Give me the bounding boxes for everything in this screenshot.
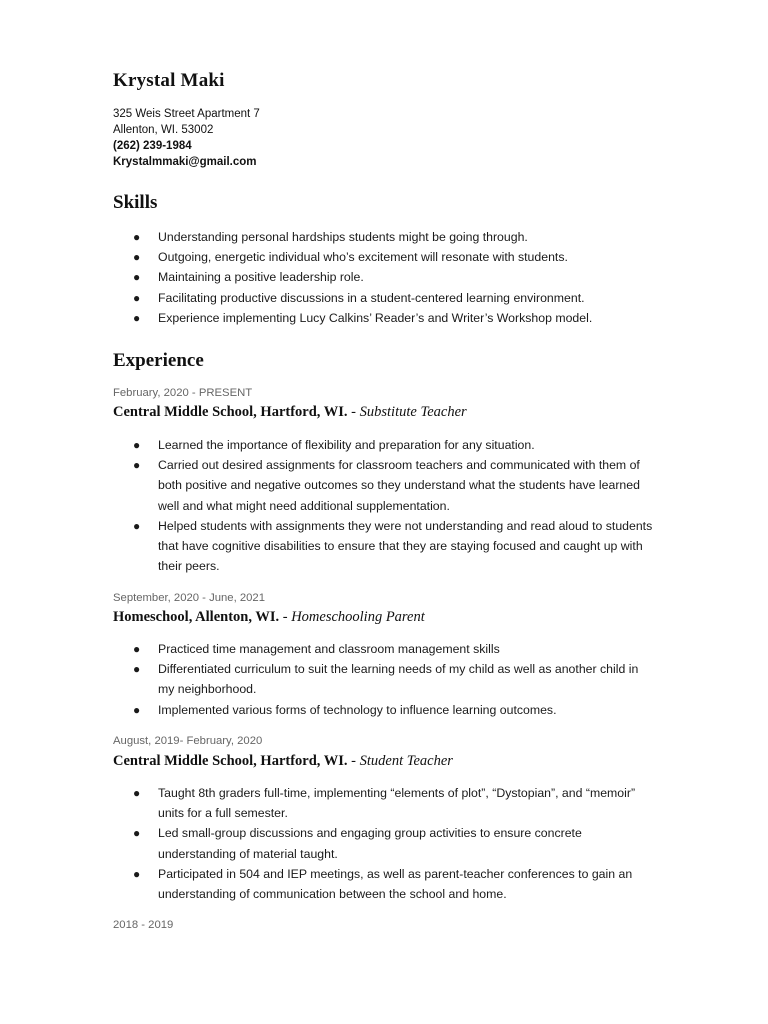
job-bullet: ● Taught 8th graders full-time, implementing “elements of plot”, “Dystopian”, and “memoir” units for a full semester. [113, 783, 658, 823]
job-heading: Central Middle School, Hartford, WI. - Substitute Teacher [113, 404, 467, 420]
skill-item: ● Maintaining a positive leadership role. [113, 267, 658, 287]
skill-item: ● Outgoing, energetic individual who’s excitement will resonate with students. [113, 247, 658, 267]
resume-name: Krystal Maki [113, 70, 225, 91]
address-line-1: 325 Weis Street Apartment 7 [113, 108, 260, 120]
bullet-icon: ● [133, 702, 141, 717]
bullet-icon: ● [133, 290, 141, 305]
job-bullets [113, 783, 658, 904]
bullet-icon: ● [133, 866, 141, 881]
job-title: Substitute Teacher [359, 404, 467, 420]
job-bullet: ● Differentiated curriculum to suit the learning needs of my child as well as another child in my neighborhood. [113, 659, 658, 699]
job-heading: Homeschool, Allenton, WI. - Homeschooling Parent [113, 609, 425, 625]
bullet-icon: ● [133, 230, 141, 244]
job-bullets [113, 435, 658, 576]
skill-item: ● Understanding personal hardships students might be going through. [113, 227, 658, 247]
skills-heading: Skills [113, 192, 158, 213]
job-date: September, 2020 - June, 2021 [113, 592, 265, 604]
skill-item: ● Experience implementing Lucy Calkins’ Reader’s and Writer’s Workshop model. [113, 308, 658, 328]
job-heading: Central Middle School, Hartford, WI. - Student Teacher [113, 753, 453, 769]
job-bullet: ● Implemented various forms of technology to influence learning outcomes. [113, 700, 658, 720]
email-address: Krystalmmaki@gmail.com [113, 156, 257, 168]
bullet-icon: ● [133, 642, 141, 656]
job-date: February, 2020 - PRESENT [113, 387, 253, 399]
job-organization: Central Middle School, Hartford, WI. [113, 753, 348, 769]
bullet-icon: ● [133, 826, 141, 841]
bullet-icon: ● [133, 270, 141, 285]
job-date: 2018 - 2019 [113, 919, 174, 931]
contact-block [113, 106, 260, 170]
job-title: Homeschooling Parent [291, 609, 425, 625]
bullet-icon: ● [133, 310, 141, 325]
phone-number: (262) 239-1984 [113, 140, 192, 152]
job-bullet: ● Practiced time management and classroom management skills [113, 639, 658, 659]
bullet-icon: ● [133, 786, 141, 800]
address-line-2: Allenton, WI. 53002 [113, 124, 214, 136]
bullet-icon: ● [133, 518, 141, 533]
bullet-icon: ● [133, 250, 141, 265]
job-bullet: ● Led small-group discussions and engaging group activities to ensure concrete understanding of material taught. [113, 823, 658, 863]
job-organization: Homeschool, Allenton, WI. [113, 609, 280, 625]
bullet-icon: ● [133, 438, 141, 452]
skill-item: ● Facilitating productive discussions in a student-centered learning environment. [113, 288, 658, 308]
job-bullet: ● Helped students with assignments they were not understanding and read aloud to students that have cognitive disabilities to ensure that they are staying focused and caught up with their peers. [113, 516, 658, 577]
bullet-icon: ● [133, 662, 141, 677]
job-title: Student Teacher [359, 753, 453, 769]
job-bullet: ● Carried out desired assignments for classroom teachers and communicated with them of both positive and negative outcomes so they understand what the students have learned well and what might need additional supplementation. [113, 455, 658, 516]
bullet-icon: ● [133, 458, 141, 473]
job-bullets [113, 639, 658, 720]
job-date: August, 2019- February, 2020 [113, 735, 263, 747]
job-bullet: ● Participated in 504 and IEP meetings, as well as parent-teacher conferences to gain an understanding of communication between the school and home. [113, 864, 658, 904]
experience-heading: Experience [113, 350, 204, 371]
skills-list [113, 227, 658, 328]
job-bullet: ● Learned the importance of flexibility and preparation for any situation. [113, 435, 658, 455]
job-organization: Central Middle School, Hartford, WI. [113, 404, 348, 420]
